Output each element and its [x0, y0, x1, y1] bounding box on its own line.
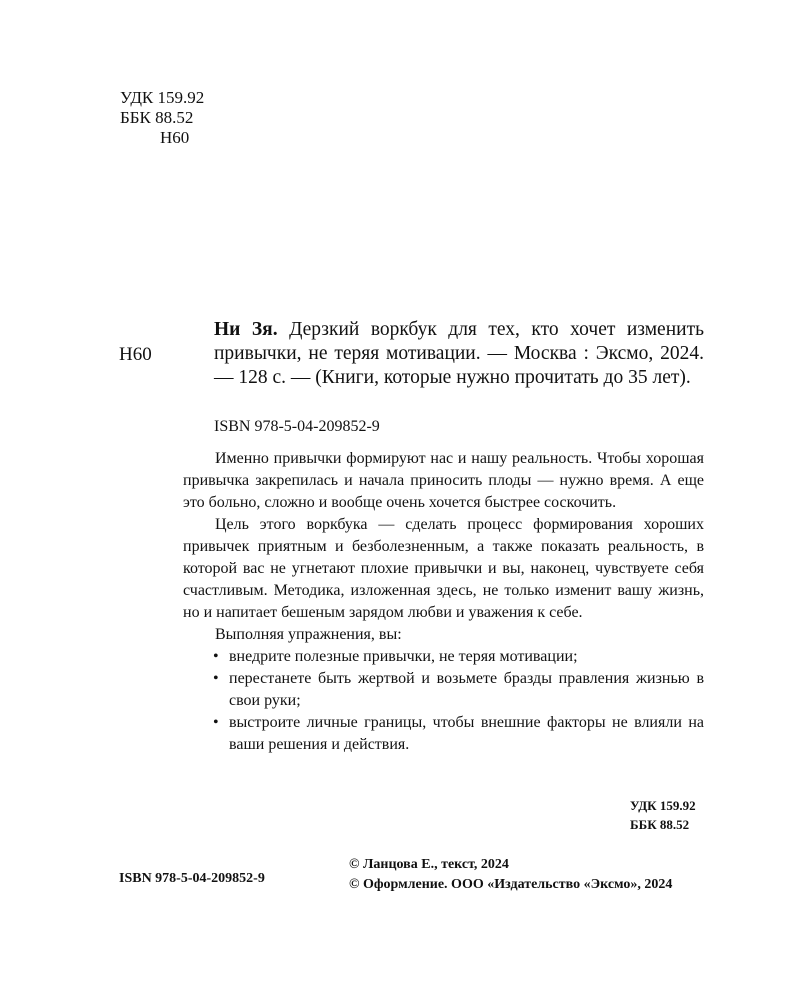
- list-item-text: внедрите полезные привычки, не теряя мотивации;: [229, 648, 578, 665]
- author-name: Ни Зя.: [214, 319, 278, 340]
- annotation: [183, 448, 704, 756]
- annotation-paragraph-2: Цель этого воркбука — сделать процесс формирования хороших привычек приятным и безболезненным, а также показать реальность, в которой вас не угнетают плохие привычки и вы, наконец, чувствуете себя счастливым. Методика, изложенная здесь, не только изменит вашу жизнь, но и напитает бешеным зарядом любви и уважения к себе.: [183, 516, 704, 621]
- list-item: [213, 712, 704, 756]
- classification-codes-bottom: [630, 796, 696, 834]
- bbk-code: ББК 88.52: [630, 817, 690, 832]
- udk-code: УДК 159.92: [120, 88, 205, 107]
- bullet-icon: •: [213, 648, 219, 665]
- book-description: Дерзкий воркбук для тех, кто хочет изменить привычки, не теряя мотивации. — Москва : Эксмо, 2024. — 128 с. — (Книги, которые нужно прочитать до 35 лет).: [214, 319, 704, 388]
- list-item: [213, 646, 704, 668]
- copyright-block: [349, 855, 672, 895]
- list-item: [213, 668, 704, 712]
- list-item-text: выстроите личные границы, чтобы внешние факторы не влияли на ваши решения и действия.: [229, 714, 704, 753]
- classification-codes: [120, 88, 204, 148]
- copyright-design: © Оформление. ООО «Издательство «Эксмо», 2024: [349, 877, 673, 892]
- bullet-icon: •: [213, 670, 219, 687]
- copyright-text: © Ланцова Е., текст, 2024: [349, 857, 509, 872]
- isbn-bottom: ISBN 978-5-04-209852-9: [119, 871, 265, 886]
- bibliographic-record: [214, 318, 704, 390]
- benefits-list: [183, 646, 704, 756]
- isbn: ISBN 978-5-04-209852-9: [214, 418, 380, 435]
- annotation-paragraph-1: Именно привычки формируют нас и нашу реальность. Чтобы хорошая привычка закрепилась и начала приносить плоды — нужно время. А еще это больно, сложно и вообще очень хочется быстрее соскочить.: [183, 450, 704, 511]
- udk-code: УДК 159.92: [630, 798, 696, 813]
- annotation-paragraph-3: Выполняя упражнения, вы:: [215, 626, 402, 643]
- author-sign: Н60: [160, 128, 190, 147]
- margin-author-sign: Н60: [119, 344, 152, 365]
- bbk-code: ББК 88.52: [120, 108, 194, 127]
- bullet-icon: •: [213, 714, 219, 731]
- list-item-text: перестанете быть жертвой и возьмете бразды правления жизнью в свои руки;: [229, 670, 704, 709]
